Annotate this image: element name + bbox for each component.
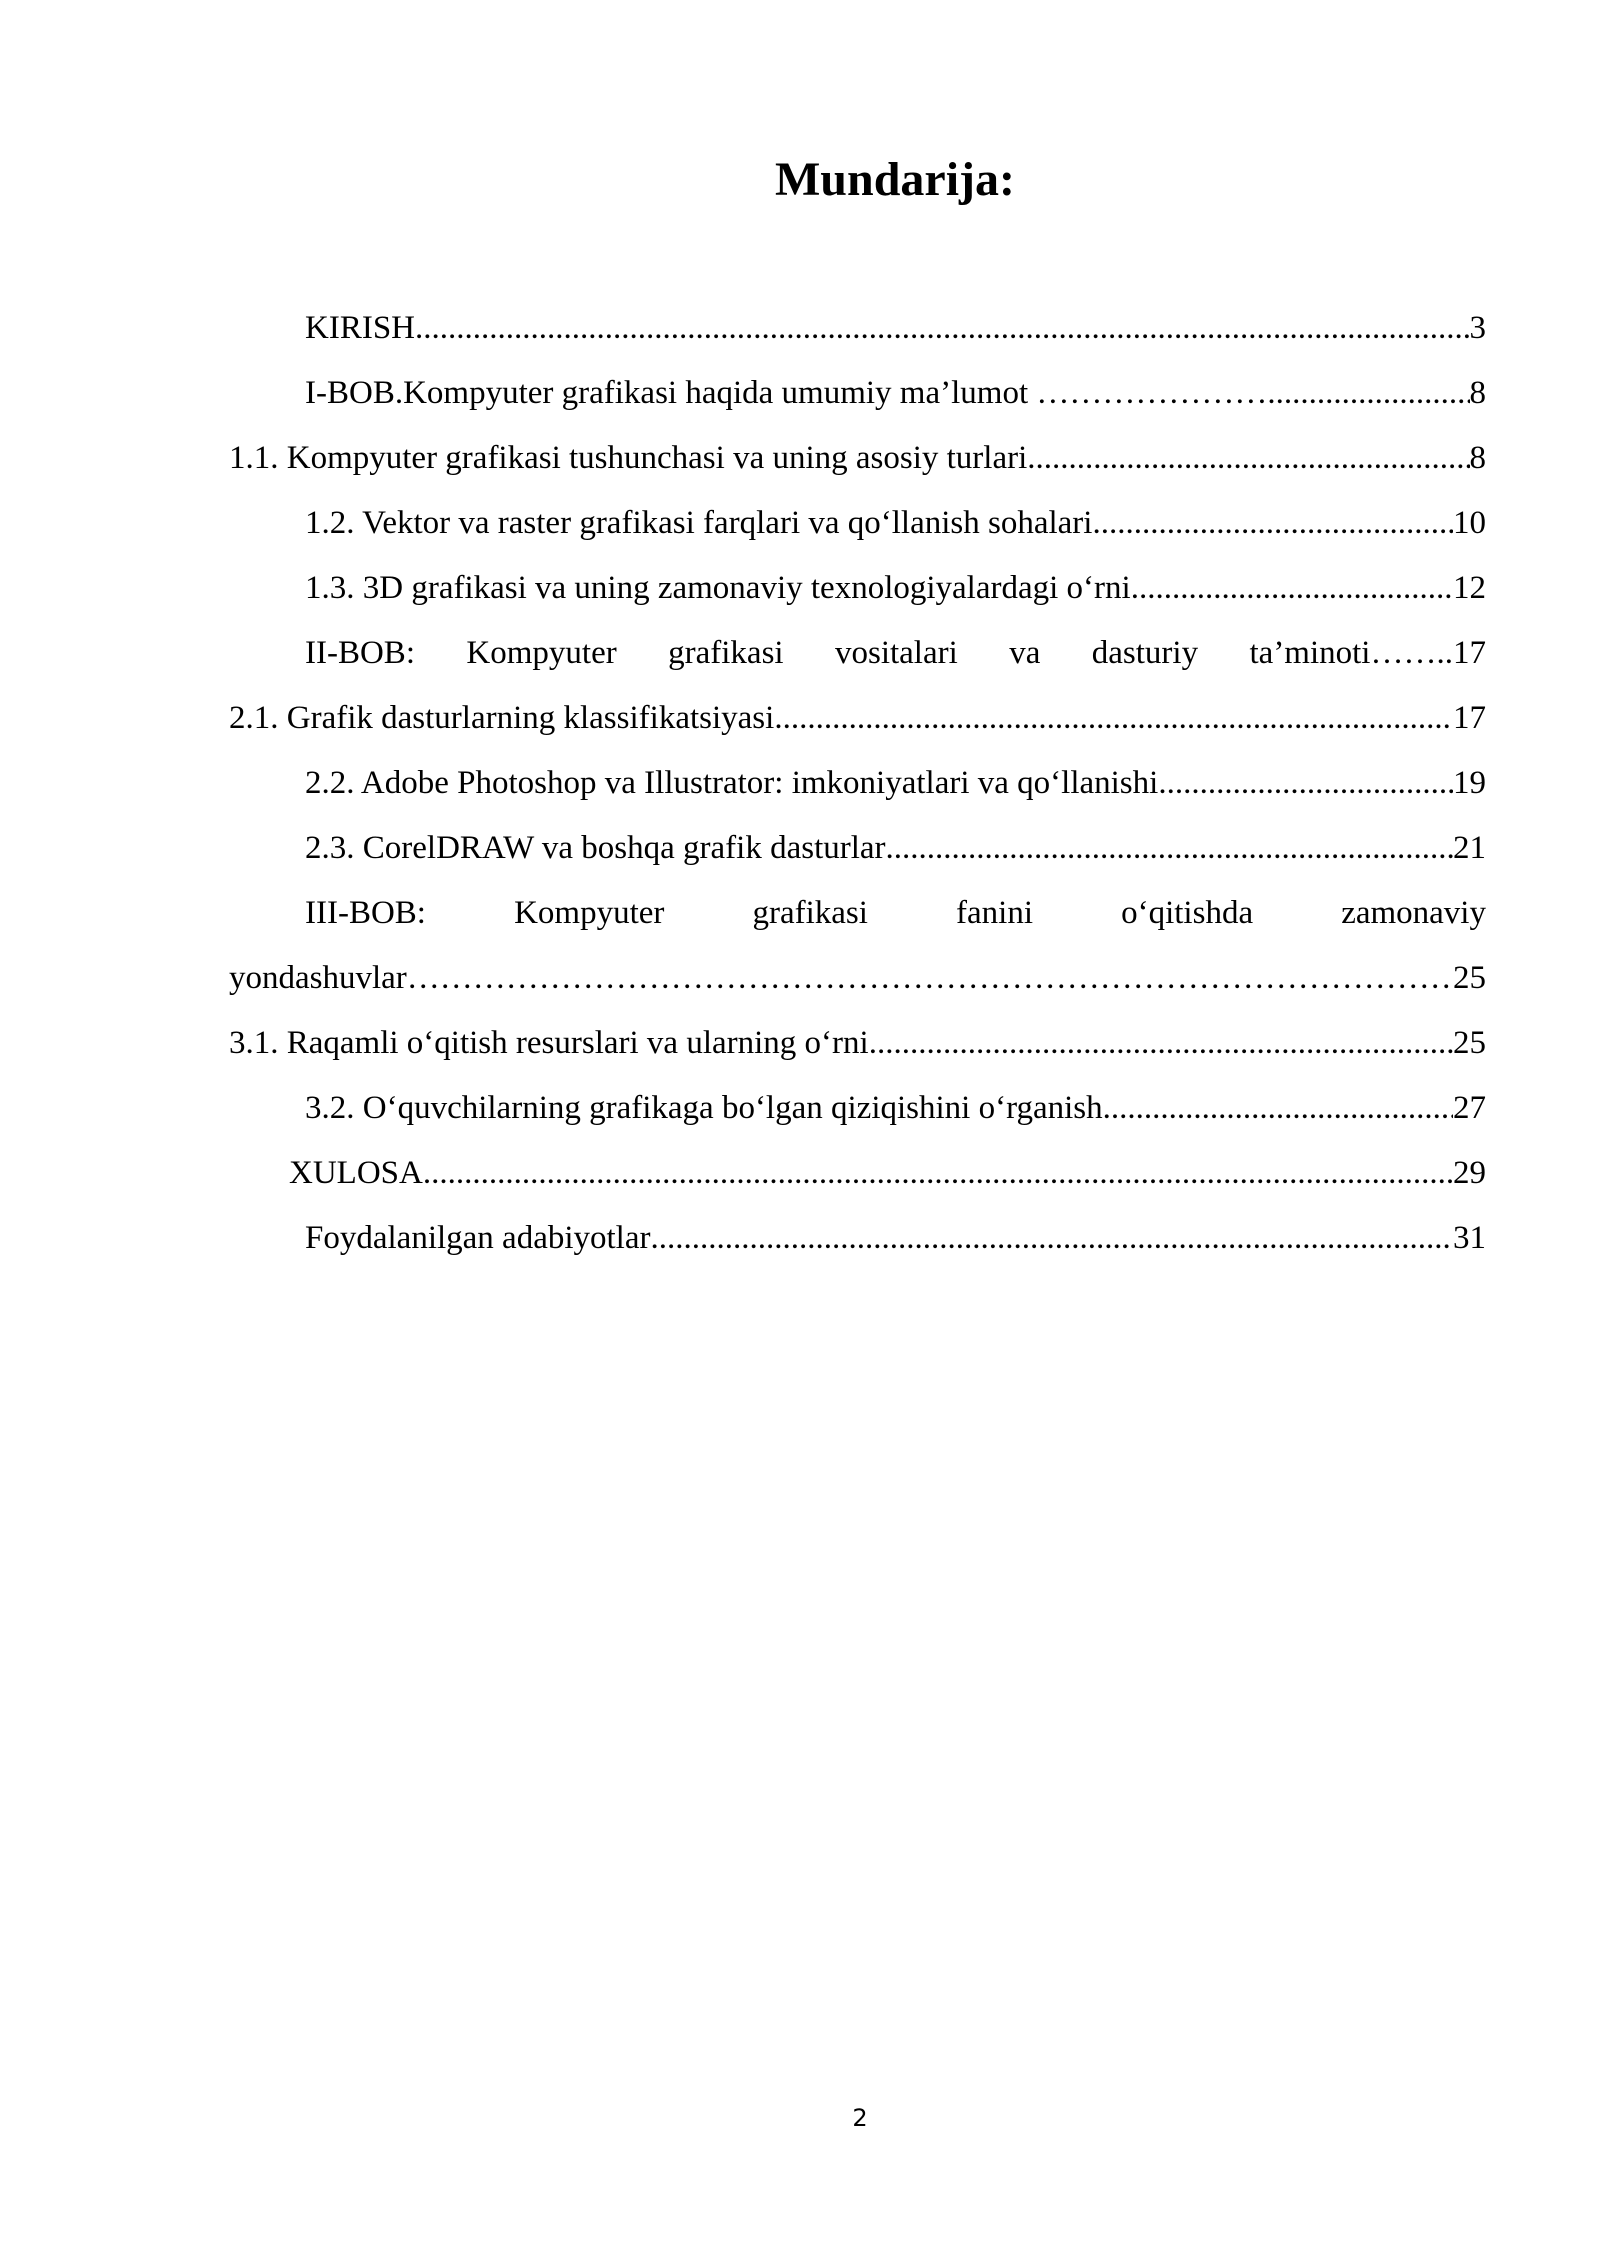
toc-leader-dots xyxy=(774,686,1453,751)
toc-entry-page: 8 xyxy=(1469,440,1486,476)
toc-word: III-BOB: xyxy=(305,895,426,931)
toc-word: II-BOB: xyxy=(305,635,415,671)
toc-entry-kirish[interactable] xyxy=(229,296,1486,361)
toc-entry-adabiyotlar[interactable] xyxy=(229,1206,1486,1271)
toc-entry-page: 19 xyxy=(1453,765,1486,801)
toc-entry-page: 31 xyxy=(1453,1220,1486,1256)
toc-entry-label: 1.1. Kompyuter grafikasi tushunchasi va uning asosiy turlari xyxy=(229,440,1028,476)
toc-entry-1-3[interactable] xyxy=(229,556,1486,621)
toc-entry-page: 21 xyxy=(1453,830,1486,866)
toc-word: zamonaviy xyxy=(1341,895,1486,931)
toc-entry-bob3[interactable] xyxy=(229,881,1486,946)
toc-word: ta’minoti……..17 xyxy=(1249,635,1486,671)
toc-entry-label: KIRISH xyxy=(305,310,416,346)
toc-entry-1-2[interactable] xyxy=(229,491,1486,556)
toc-entry-3-1[interactable] xyxy=(229,1011,1486,1076)
toc-leader-dots xyxy=(651,1206,1454,1271)
toc-entry-label: 2.1. Grafik dasturlarning klassifikatsiyasi xyxy=(229,700,775,736)
toc-leader-dots xyxy=(407,946,1453,1011)
toc-leader-dots xyxy=(1103,1076,1453,1141)
toc-entry-label: I-BOB.Kompyuter grafikasi haqida umumiy ma’lumot …………………. xyxy=(305,375,1276,411)
page-title: Mundarija: xyxy=(775,153,1015,206)
toc-entry-page: 3 xyxy=(1469,310,1486,346)
toc-word: fanini xyxy=(956,895,1034,931)
toc-entry-3-2[interactable] xyxy=(229,1076,1486,1141)
toc-entry-2-2[interactable] xyxy=(229,751,1486,816)
toc-entry-1-1[interactable] xyxy=(229,426,1486,491)
toc-leader-dots xyxy=(415,296,1469,361)
toc-entry-xulosa[interactable] xyxy=(229,1141,1486,1206)
toc-leader-dots xyxy=(423,1141,1453,1206)
toc-entry-label: 3.1. Raqamli o‘qitish resurslari va ularning o‘rni xyxy=(229,1025,869,1061)
toc-entry-2-1[interactable] xyxy=(229,686,1486,751)
toc-entry-label: 2.3. CorelDRAW va boshqa grafik dasturlar xyxy=(305,830,886,866)
toc-entry-2-3[interactable] xyxy=(229,816,1486,881)
toc-entry-page: 17 xyxy=(1453,700,1486,736)
toc-leader-dots xyxy=(1027,426,1469,491)
toc-leader-dots xyxy=(886,816,1453,881)
toc-word: Kompyuter xyxy=(514,895,665,931)
toc-entry-label: Foydalanilgan adabiyotlar xyxy=(305,1220,651,1256)
toc-entry-page: 8 xyxy=(1469,375,1486,411)
toc-word: vositalari xyxy=(834,635,958,671)
toc-leader-dots xyxy=(1158,751,1453,816)
toc-word: Kompyuter xyxy=(466,635,617,671)
toc-entry-bob2[interactable] xyxy=(229,621,1486,686)
toc-leader-dots xyxy=(1276,361,1470,426)
toc-word: dasturiy xyxy=(1091,635,1199,671)
toc-entry-label: 2.2. Adobe Photoshop va Illustrator: imkoniyatlari va qo‘llanishi xyxy=(305,765,1159,801)
toc-word: o‘qitishda xyxy=(1121,895,1254,931)
toc-word: grafikasi xyxy=(752,895,868,931)
toc-entry-label: XULOSA xyxy=(289,1155,423,1191)
toc-entry-label: yondashuvlar xyxy=(229,960,407,996)
toc-entry-bob1[interactable] xyxy=(229,361,1486,426)
toc-word: va xyxy=(1009,635,1041,671)
toc-entry-page: 25 xyxy=(1453,960,1486,996)
toc-entry-label: 1.3. 3D grafikasi va uning zamonaviy texnologiyalardagi o‘rni xyxy=(305,570,1131,606)
toc-entry-page: 10 xyxy=(1453,505,1486,541)
page-number: 2 xyxy=(852,2104,868,2132)
toc-word: grafikasi xyxy=(668,635,784,671)
toc-entry-page: 27 xyxy=(1453,1090,1486,1126)
toc-entry-page: 29 xyxy=(1453,1155,1486,1191)
toc-leader-dots xyxy=(1131,556,1453,621)
toc-leader-dots xyxy=(1092,491,1453,556)
table-of-contents xyxy=(229,296,1486,1271)
toc-entry-page: 12 xyxy=(1453,570,1486,606)
toc-entry-page: 25 xyxy=(1453,1025,1486,1061)
toc-entry-label: 3.2. O‘quvchilarning grafikaga bo‘lgan qiziqishini o‘rganish xyxy=(305,1090,1103,1126)
toc-entry-bob3-continued[interactable] xyxy=(229,946,1486,1011)
toc-entry-label: 1.2. Vektor va raster grafikasi farqlari va qo‘llanish sohalari xyxy=(305,505,1093,541)
toc-leader-dots xyxy=(869,1011,1453,1076)
